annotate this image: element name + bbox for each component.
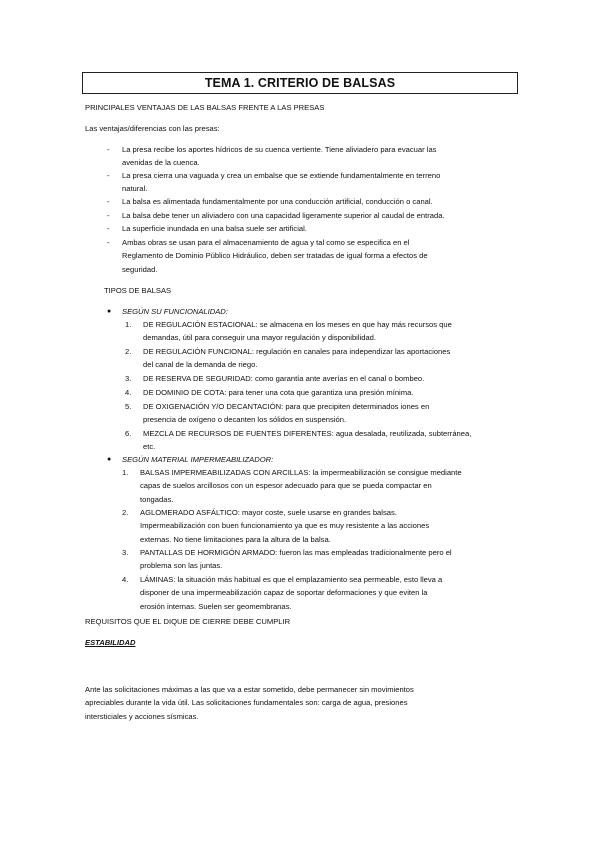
list-item-line: Reglamento de Dominio Público Hidráulico, deben ser tratadas de igual forma a efectos de (122, 251, 428, 261)
list-item-line: presencia de oxígeno o decanten los sólidos en suspensión. (143, 415, 347, 425)
list-number: 5. (125, 402, 132, 411)
list-item-line: seguridad. (122, 264, 158, 274)
subheading: ESTABILIDAD (85, 638, 136, 647)
list-item-line: LÁMINAS: la situación más habitual es que el emplazamiento sea permeable, esto lleva a (140, 575, 443, 584)
list-item-line: DE REGULACIÓN FUNCIONAL: regulación en canales para independizar las aportaciones (143, 347, 451, 356)
list-number: 2. (125, 347, 132, 356)
section-heading: TIPOS DE BALSAS (104, 286, 172, 295)
group-label: SEGÚN MATERIAL IMPERMEABILIZADOR: (122, 455, 274, 464)
list-item-line: La balsa debe tener un aliviadero con una capacidad ligeramente superior al caudal de entrada. (122, 211, 445, 220)
list-number: 4. (122, 575, 129, 584)
bullet-icon: ● (107, 308, 112, 315)
title-box (82, 72, 518, 94)
list-item-line: La superficie inundada en una balsa suele ser artificial. (122, 224, 307, 233)
dash-bullet: - (107, 238, 110, 247)
list-item-line: DE REGULACIÓN ESTACIONAL: se almacena en los meses en que hay más recursos que (143, 320, 452, 329)
dash-bullet: - (107, 224, 110, 233)
dash-bullet: - (107, 145, 110, 154)
list-number: 6. (125, 429, 132, 438)
intro-text: Las ventajas/diferencias con las presas: (85, 124, 220, 133)
group-label: SEGÚN SU FUNCIONALIDAD: (122, 307, 228, 316)
section-heading: PRINCIPALES VENTAJAS DE LAS BALSAS FRENTE A LAS PRESAS (85, 103, 325, 112)
paragraph-line: apreciables durante la vida útil. Las solicitaciones fundamentales son: carga de agua, presiones (85, 698, 408, 708)
list-item-line: Ambas obras se usan para el almacenamiento de agua y tal como se especifica en el (122, 238, 410, 247)
list-item-line: avenidas de la cuenca. (122, 158, 200, 168)
list-item-line: del canal de la demanda de riego. (143, 360, 258, 370)
list-number: 1. (125, 320, 132, 329)
list-item-line: DE OXIGENACIÓN Y/O DECANTACIÓN: para que precipiten determinados iones en (143, 402, 430, 411)
list-item-line: problema son las juntas. (140, 561, 223, 571)
list-number: 1. (122, 468, 129, 477)
list-item-line: erosión internas. Suelen ser geomembranas. (140, 601, 292, 611)
list-item-line: Impermeabilización con buen funcionamiento ya que es muy resistente a las acciones (140, 521, 430, 531)
paragraph-line: Ante las solicitaciones máximas a las que va a estar sometido, debe permanecer sin movimientos (85, 685, 414, 694)
dash-bullet: - (107, 211, 110, 220)
list-item-line: demandas, útil para conseguir una mayor regulación y disponibilidad. (143, 333, 377, 343)
list-item-line: externas. No tiene limitaciones para la altura de la balsa. (140, 534, 331, 544)
list-item-line: BALSAS IMPERMEABILIZADAS CON ARCILLAS: la impermeabilización se consigue mediante (140, 468, 462, 477)
bullet-icon: ● (107, 456, 112, 463)
section-heading: REQUISITOS QUE EL DIQUE DE CIERRE DEBE CUMPLIR (85, 617, 291, 626)
paragraph-line: intersticiales y acciones sísmicas. (85, 711, 199, 721)
list-number: 3. (125, 374, 132, 383)
list-item-line: capas de suelos arcillosos con un espesor adecuado para que se pueda compactar en (140, 481, 432, 491)
list-item-line: MEZCLA DE RECURSOS DE FUENTES DIFERENTES: agua desalada, reutilizada, subterránea, (143, 429, 472, 438)
list-item-line: La presa cierra una vaguada y crea un embalse que se extiende fundamentalmente en terreno (122, 171, 441, 180)
list-item-line: DE RESERVA DE SEGURIDAD: como garantía ante averías en el canal o bombeo. (143, 374, 425, 383)
list-item-line: natural. (122, 184, 148, 194)
list-item-line: La presa recibe los aportes hídricos de su cuenca vertiente. Tiene aliviadero para evacuar las (122, 145, 437, 154)
list-number: 4. (125, 388, 132, 397)
list-number: 3. (122, 548, 129, 557)
list-item-line: La balsa es alimentada fundamentalmente por una conducción artificial, conducción o canal. (122, 197, 433, 206)
dash-bullet: - (107, 197, 110, 206)
page-title: TEMA 1. CRITERIO DE BALSAS (204, 76, 396, 90)
list-item-line: disponer de una impermeabilización capaz de soportar deformaciones y que eviten la (140, 588, 428, 598)
list-item-line: DE DOMINIO DE COTA: para tener una cota que garantiza una presión mínima. (143, 388, 414, 397)
list-item-line: AGLOMERADO ASFÁLTICO: mayor coste, suele usarse en grandes balsas. (140, 508, 397, 517)
list-item-line: tongadas. (140, 494, 174, 504)
list-item-line: etc. (143, 442, 156, 452)
dash-bullet: - (107, 171, 110, 180)
list-number: 2. (122, 508, 129, 517)
list-item-line: PANTALLAS DE HORMIGÓN ARMADO: fueron las mas empleadas tradicionalmente pero el (140, 548, 452, 557)
